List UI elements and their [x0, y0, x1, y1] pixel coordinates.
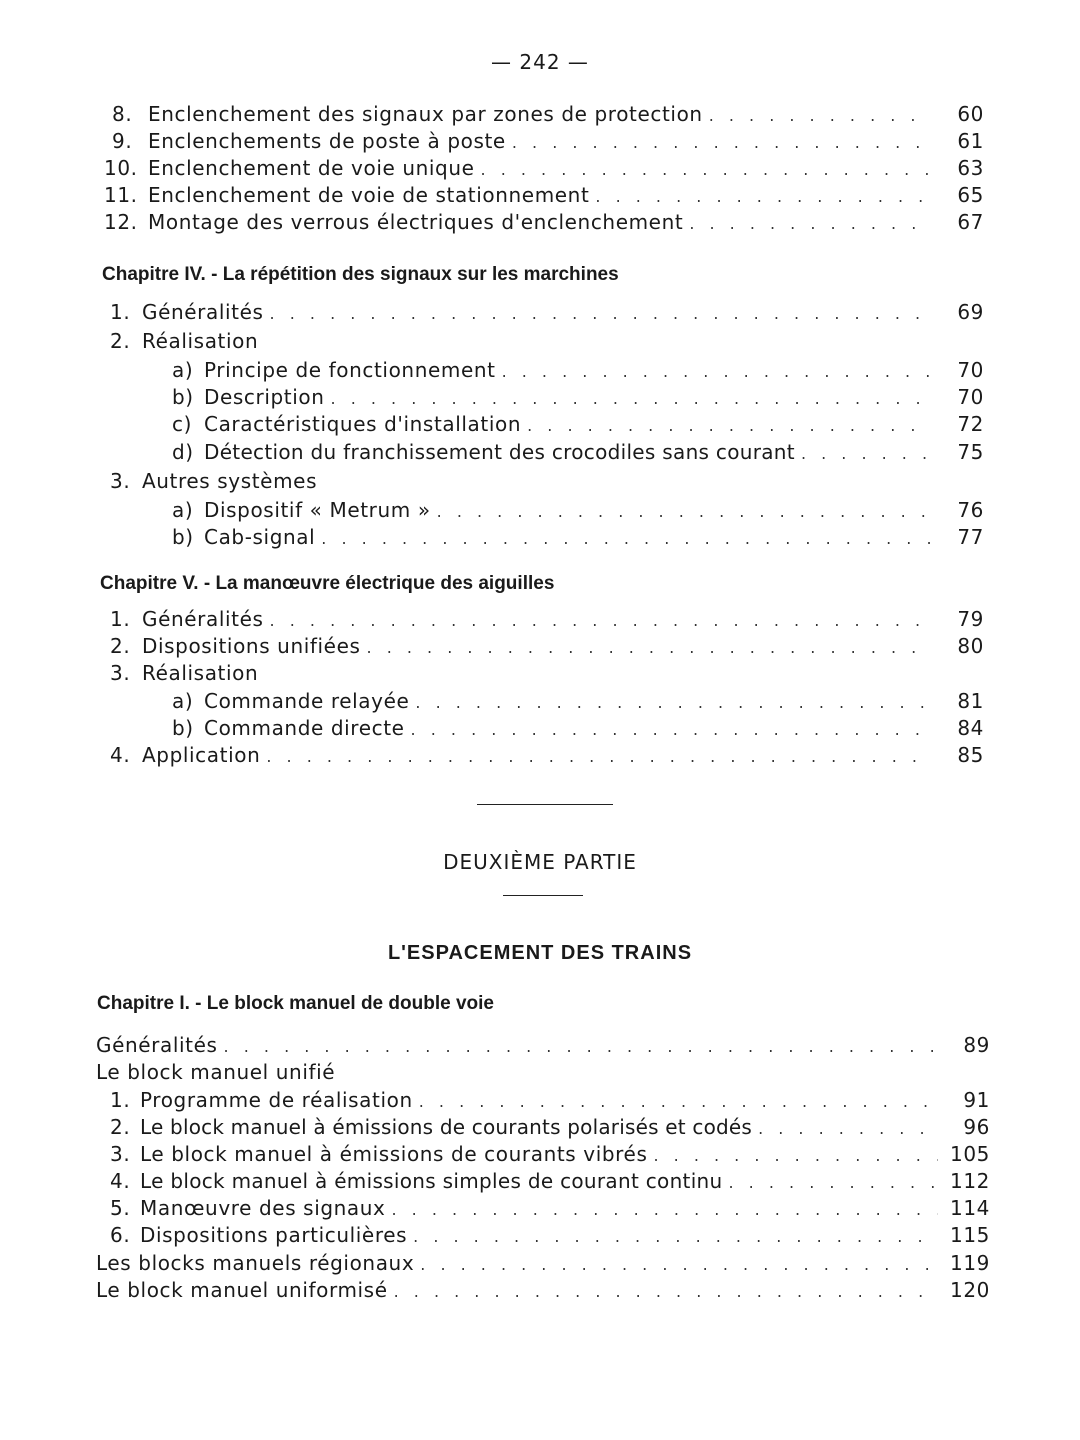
entry-page: 67: [957, 210, 984, 234]
entry-label: Le block manuel à émissions de courants vibrés: [140, 1142, 648, 1166]
entry-page: 77: [957, 525, 984, 549]
dot-leader: [437, 502, 932, 521]
toc-entry: [110, 1088, 990, 1114]
entry-label: Caractéristiques d'installation: [204, 412, 522, 436]
dot-leader: [512, 133, 932, 152]
dot-leader: [709, 106, 932, 125]
entry-label: Programme de réalisation: [140, 1088, 413, 1112]
toc-entry: [172, 412, 984, 438]
entry-page: 65: [957, 183, 984, 207]
entry-page: 75: [957, 440, 984, 464]
entry-number: 1.: [110, 607, 131, 631]
entry-label: Commande relayée: [204, 689, 410, 713]
dot-leader: [689, 214, 932, 233]
toc-entry: [104, 210, 984, 236]
entry-page: 96: [963, 1115, 990, 1139]
toc-entry: [96, 1033, 990, 1059]
dot-leader: [758, 1119, 938, 1138]
entry-number: 2.: [110, 1115, 131, 1139]
entry-label: Le block manuel unifié: [96, 1060, 336, 1084]
chapter-heading: Chapitre V. - La manœuvre électrique des aiguilles: [100, 573, 555, 594]
entry-label: Enclenchement des signaux par zones de protection: [148, 102, 703, 126]
entry-label: Le block manuel uniformisé: [96, 1278, 388, 1302]
entry-label: Généralités: [96, 1033, 218, 1057]
entry-number: 11.: [104, 183, 138, 207]
dot-leader: [321, 529, 932, 548]
entry-label: Cab-signal: [204, 525, 316, 549]
entry-page: 81: [957, 689, 984, 713]
entry-page: 70: [957, 385, 984, 409]
dot-leader: [394, 1282, 938, 1301]
dot-leader: [367, 638, 932, 657]
entry-page: 61: [957, 129, 984, 153]
entry-number: 2.: [110, 329, 131, 353]
toc-subheading: [110, 329, 258, 355]
entry-number: a): [172, 689, 194, 713]
toc-entry: [110, 1169, 990, 1195]
dot-leader: [270, 304, 932, 323]
dot-leader: [392, 1200, 939, 1219]
entry-label: Dispositions particulières: [140, 1223, 408, 1247]
dot-leader: [224, 1037, 938, 1056]
entry-page: 115: [950, 1223, 990, 1247]
dot-leader: [419, 1092, 938, 1111]
dot-leader: [411, 720, 932, 739]
entry-page: 69: [957, 300, 984, 324]
entry-number: d): [172, 440, 194, 464]
separator-rule: [503, 895, 583, 896]
entry-number: c): [172, 412, 192, 436]
entry-page: 119: [950, 1251, 990, 1275]
toc-entry: [110, 607, 984, 633]
chapter-heading: Chapitre IV. - La répétition des signaux sur les marchines: [102, 264, 619, 285]
toc-entry: [110, 300, 984, 326]
entry-label: Les blocks manuels régionaux: [96, 1251, 415, 1275]
entry-label: Généralités: [142, 300, 264, 324]
entry-label: Autres systèmes: [142, 469, 318, 493]
entry-number: 8.: [112, 102, 133, 126]
separator-rule: [477, 804, 613, 805]
entry-label: Le block manuel à émissions de courants polarisés et codés: [140, 1115, 753, 1139]
entry-number: 9.: [112, 129, 133, 153]
entry-page: 91: [963, 1088, 990, 1112]
toc-entry: [172, 716, 984, 742]
entry-number: b): [172, 385, 194, 409]
entry-number: 3.: [110, 1142, 131, 1166]
entry-page: 84: [957, 716, 984, 740]
toc-entry: [110, 1142, 990, 1168]
entry-label: Réalisation: [142, 661, 259, 685]
entry-label: Application: [142, 743, 261, 767]
entry-label: Enclenchements de poste à poste: [148, 129, 506, 153]
toc-entry: [110, 1223, 990, 1249]
entry-number: 3.: [110, 661, 131, 685]
entry-label: Enclenchement de voie de stationnement: [148, 183, 590, 207]
dot-leader: [502, 362, 932, 381]
dot-leader: [595, 187, 932, 206]
entry-label: Réalisation: [142, 329, 259, 353]
entry-number: 1.: [110, 1088, 131, 1112]
dot-leader: [653, 1146, 938, 1165]
toc-entry: [96, 1251, 990, 1277]
entry-number: b): [172, 525, 194, 549]
dot-leader: [801, 444, 932, 463]
entry-label: Généralités: [142, 607, 264, 631]
entry-label: Enclenchement de voie unique: [148, 156, 475, 180]
toc-entry: [172, 498, 984, 524]
entry-number: 2.: [110, 634, 131, 658]
entry-number: 3.: [110, 469, 131, 493]
entry-number: 10.: [104, 156, 138, 180]
entry-number: a): [172, 358, 194, 382]
toc-entry: [172, 358, 984, 384]
entry-page: 105: [950, 1142, 990, 1166]
entry-label: Détection du franchissement des crocodiles sans courant: [204, 440, 795, 464]
entry-label: Description: [204, 385, 325, 409]
entry-page: 72: [957, 412, 984, 436]
entry-page: 120: [950, 1278, 990, 1302]
entry-number: 12.: [104, 210, 138, 234]
entry-number: b): [172, 716, 194, 740]
entry-page: 70: [957, 358, 984, 382]
toc-entry: [96, 1278, 990, 1304]
toc-subheading: [110, 469, 317, 495]
page-number: — 242 —: [491, 50, 589, 74]
dot-leader: [413, 1227, 938, 1246]
toc-entry: [104, 183, 984, 209]
dot-leader: [527, 416, 932, 435]
entry-page: 89: [963, 1033, 990, 1057]
dot-leader: [331, 389, 932, 408]
entry-page: 114: [950, 1196, 990, 1220]
entry-number: 6.: [110, 1223, 131, 1247]
toc-entry: [110, 634, 984, 660]
entry-label: Manœuvre des signaux: [140, 1196, 386, 1220]
entry-number: 4.: [110, 743, 131, 767]
section-title: L'ESPACEMENT DES TRAINS: [387, 942, 693, 964]
toc-subheading: [96, 1060, 335, 1086]
toc-entry: [110, 1115, 990, 1141]
toc-entry: [104, 156, 984, 182]
entry-page: 80: [957, 634, 984, 658]
toc-entry: [172, 689, 984, 715]
toc-entry: [172, 385, 984, 411]
entry-label: Principe de fonctionnement: [204, 358, 496, 382]
entry-number: a): [172, 498, 194, 522]
entry-number: 5.: [110, 1196, 131, 1220]
entry-number: 1.: [110, 300, 131, 324]
part-title: DEUXIÈME PARTIE: [443, 850, 637, 874]
toc-entry: [110, 743, 984, 769]
entry-number: 4.: [110, 1169, 131, 1193]
dot-leader: [481, 160, 932, 179]
entry-page: 79: [957, 607, 984, 631]
dot-leader: [266, 747, 932, 766]
toc-entry: [110, 1196, 990, 1222]
toc-entry: [112, 102, 984, 128]
entry-label: Montage des verrous électriques d'enclenchement: [148, 210, 684, 234]
entry-page: 76: [957, 498, 984, 522]
entry-label: Dispositif « Metrum »: [204, 498, 431, 522]
toc-entry: [172, 525, 984, 551]
toc-entry: [112, 129, 984, 155]
dot-leader: [729, 1173, 939, 1192]
entry-page: 60: [957, 102, 984, 126]
entry-label: Dispositions unifiées: [142, 634, 361, 658]
toc-subheading: [110, 661, 258, 687]
entry-label: Le block manuel à émissions simples de courant continu: [140, 1169, 723, 1193]
entry-label: Commande directe: [204, 716, 405, 740]
chapter-heading: Chapitre I. - Le block manuel de double voie: [97, 993, 494, 1014]
dot-leader: [420, 1255, 938, 1274]
entry-page: 63: [957, 156, 984, 180]
entry-page: 85: [957, 743, 984, 767]
toc-entry: [172, 440, 984, 466]
entry-page: 112: [950, 1169, 990, 1193]
dot-leader: [415, 693, 932, 712]
dot-leader: [270, 611, 932, 630]
